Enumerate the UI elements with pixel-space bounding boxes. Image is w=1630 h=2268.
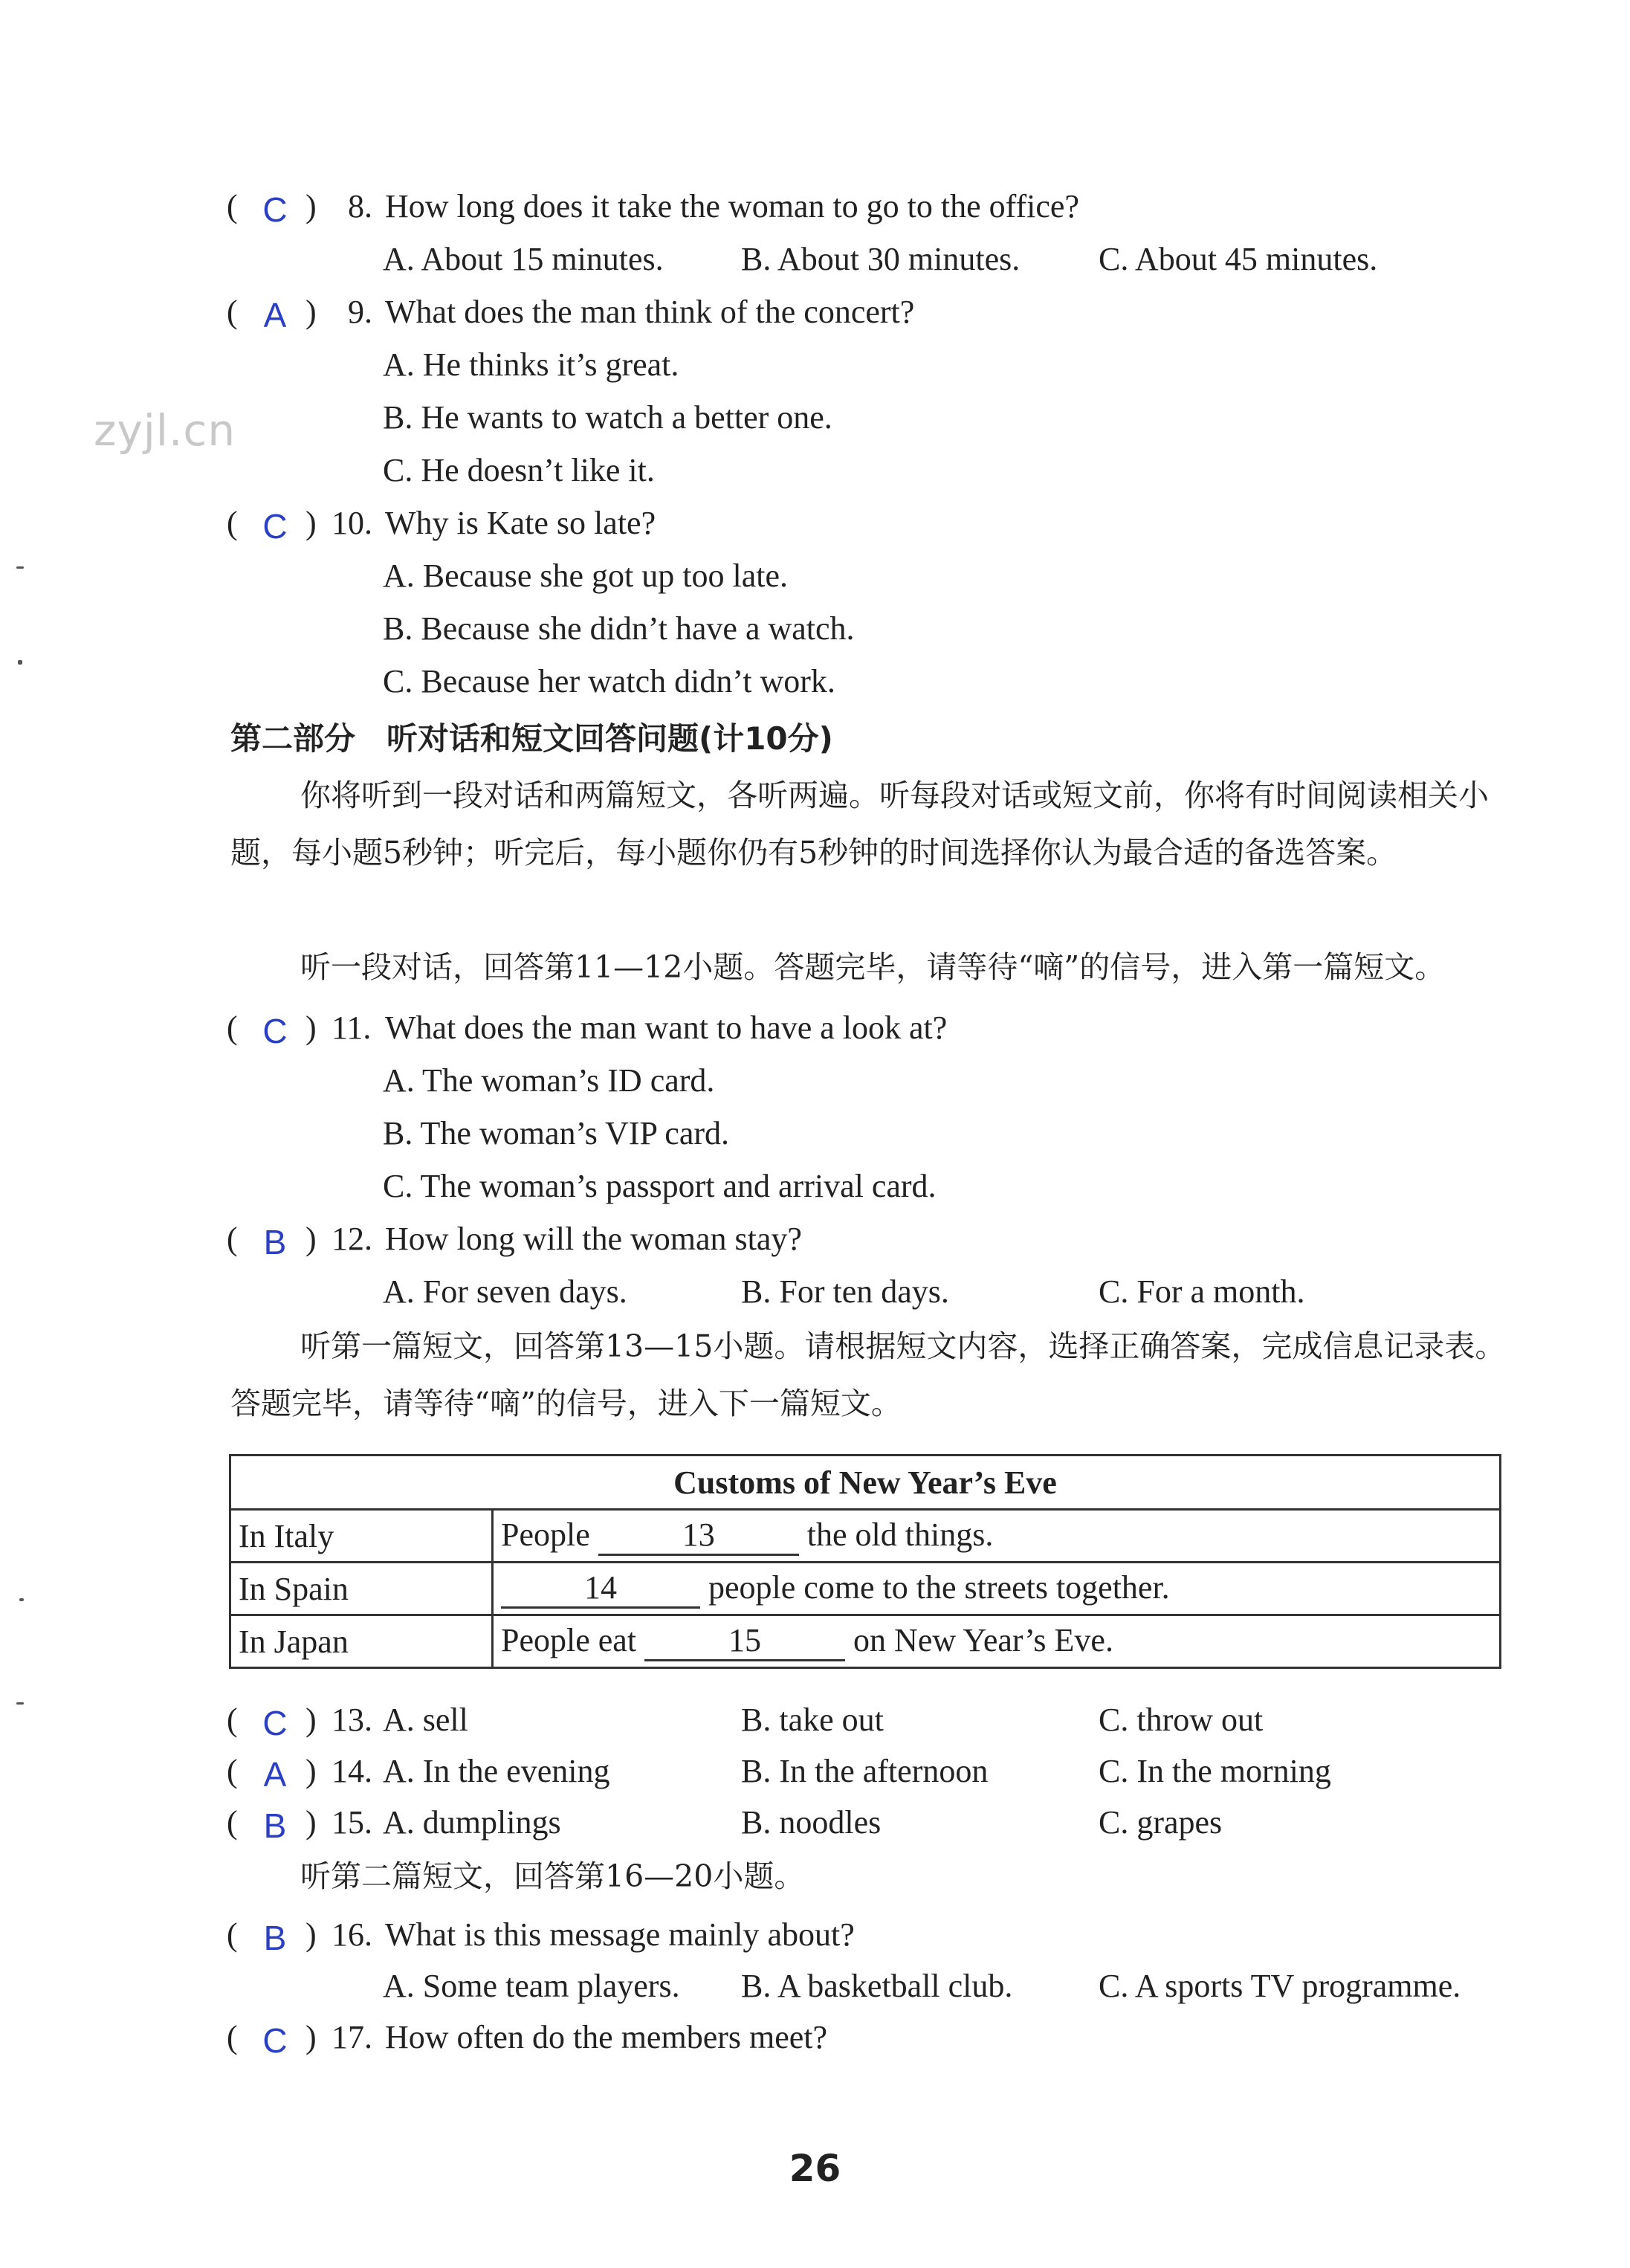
- option-a: A. He thinks it’s great.: [383, 346, 679, 383]
- table-content: [493, 1563, 1501, 1615]
- passage2-intro: 听第二篇短文，回答第16—20小题。: [300, 1858, 805, 1894]
- question-number: 15.: [332, 1804, 372, 1841]
- scan-speck: [16, 566, 24, 569]
- table-content: [493, 1615, 1501, 1668]
- answer-mark: C: [262, 1012, 288, 1050]
- option-c: C. The woman’s passport and arrival card.: [383, 1168, 937, 1204]
- dialogue-intro: 听一段对话，回答第11—12小题。答题完毕，请等待“嘀”的信号，进入第一篇短文。: [300, 949, 1446, 985]
- answer-mark: C: [262, 2021, 288, 2060]
- option-a: A. sell: [383, 1702, 468, 1738]
- table-row: [230, 1510, 1501, 1563]
- question-number: 14.: [332, 1753, 372, 1789]
- blank-15: 15: [644, 1622, 845, 1661]
- question-number: 13.: [332, 1702, 372, 1738]
- section-instructions: 你将听到一段对话和两篇短文，各听两遍。听每段对话或短文前，你将有时间阅读相关小题，每小题5秒钟；听完后，每小题你仍有5秒钟的时间选择你认为最合适的备选答案。: [230, 778, 1489, 870]
- scan-speck: [18, 660, 22, 665]
- option-c: C. About 45 minutes.: [1099, 241, 1378, 277]
- watermark: zyjl.cn: [94, 405, 236, 456]
- question-text: How long will the woman stay?: [385, 1221, 802, 1257]
- question-number: 12.: [332, 1221, 372, 1257]
- option-c: C. Because her watch didn’t work.: [383, 663, 835, 700]
- table-row: [230, 1563, 1501, 1615]
- option-a: A. About 15 minutes.: [383, 241, 664, 277]
- option-c: C. A sports TV programme.: [1099, 1968, 1461, 2004]
- passage1-intro: 听第一篇短文，回答第13—15小题。请根据短文内容，选择正确答案，完成信息记录表。答题完毕，请等待“嘀”的信号，进入下一篇短文。: [230, 1328, 1506, 1421]
- workbook-page: zyjl.cn ( C ) 8. How long does it take the woman to go to the office? A. About 15 minutes. B. About 30 minutes. C. About 45 minutes. ( A ) 9. What does the man think of the concert? A. He thinks it’s great. B. He wants to watch a better one. C. He doesn’t like it. ( C ) 10. Why is Kate so late? A. Because she got up too late. B. Because she didn’t have a watch. C. Because her watch didn’t work. 第二部分 听对话和短文回答问题(计10分) 你将听到一段对话和两篇短文，各听两遍。听每段对话或短文前，你将有时间阅读相关小题，每小题5秒钟；听完后，每小题你仍有5秒钟的时间选择你认为最合适的备选答案。 听一段对话，回答第11—12小题。答题完毕，请等待“嘀”的信号，进入第一篇短文。 ( C ) 11. What does the man want to have a look at? A. The woman’s ID card. B. The woman’s VIP card. C. The woman’s passport and arrival card. ( B ) 12. How long will the woman stay? A. For seven days. B. For ten days. C. For a month. 听第一篇短文，回答第13—15小题。请根据短文内容，选择正确答案，完成信息记录表。答题完毕，请等待“嘀”的信号，进入下一篇短文。 Customs of New Year’s Eve In Italy People 13 the old things. In Spain 14 people come to the streets together. In Japan People eat 15 on New Year’s Eve. ( C ) 13. A. sell B. take out C. throw out ( A ) 14. A. In the evening B. In the afternoon C. In the morning ( B ) 15. A. dumplings B. noodles C. grapes 听第二篇短文，回答第16—20小题。 ( B ) 16. What is this message mainly about? A. Some team players. B. A basketball club. C. A sports TV programme. ( C ) 17. How often do the members meet? 26: [0, 0, 1630, 2268]
- answer-mark: A: [263, 1755, 287, 1794]
- option-b: B. He wants to watch a better one.: [383, 399, 832, 436]
- table-text-after: the old things.: [806, 1516, 994, 1553]
- question-text: What does the man want to have a look at?: [385, 1009, 948, 1046]
- table-place: In Japan: [230, 1615, 493, 1668]
- option-a: A. In the evening: [383, 1753, 610, 1789]
- option-b: B. Because she didn’t have a watch.: [383, 610, 855, 647]
- answer-mark: A: [263, 296, 287, 335]
- table-text-before: People eat: [501, 1622, 637, 1658]
- question-number: 17.: [332, 2019, 372, 2055]
- question-text: What does the man think of the concert?: [385, 294, 915, 330]
- table-row: [230, 1615, 1501, 1668]
- answer-mark: B: [263, 1806, 287, 1845]
- blank-13: 13: [598, 1516, 799, 1556]
- option-a: A. For seven days.: [383, 1273, 627, 1310]
- option-b: B. The woman’s VIP card.: [383, 1115, 730, 1151]
- question-number: 9.: [348, 294, 372, 330]
- question-number: 8.: [348, 188, 372, 224]
- table-text-after: on New Year’s Eve.: [853, 1622, 1113, 1658]
- option-a: A. The woman’s ID card.: [383, 1062, 715, 1099]
- option-c: C. He doesn’t like it.: [383, 452, 655, 488]
- option-c: C. throw out: [1099, 1702, 1264, 1738]
- option-b: B. About 30 minutes.: [741, 241, 1021, 277]
- question-text: Why is Kate so late?: [385, 505, 656, 541]
- answer-mark: C: [262, 507, 288, 546]
- answer-mark: C: [262, 190, 288, 229]
- option-b: B. A basketball club.: [741, 1968, 1013, 2004]
- table-text-after: people come to the streets together.: [708, 1569, 1170, 1606]
- option-c: C. In the morning: [1099, 1753, 1331, 1789]
- question-text: How long does it take the woman to go to the office?: [385, 188, 1079, 224]
- scan-speck: [19, 1598, 24, 1601]
- table-content: [493, 1510, 1501, 1563]
- question-number: 16.: [332, 1916, 372, 1953]
- table-place: In Spain: [230, 1563, 493, 1615]
- option-a: A. dumplings: [383, 1804, 561, 1841]
- answer-mark: B: [263, 1223, 287, 1261]
- question-text: How often do the members meet?: [385, 2019, 828, 2055]
- table-title: Customs of New Year’s Eve: [230, 1456, 1501, 1510]
- section-heading: 第二部分 听对话和短文回答问题(计10分): [230, 720, 833, 757]
- option-b: B. In the afternoon: [741, 1753, 989, 1789]
- page-number: 26: [789, 2147, 841, 2190]
- table-place: In Italy: [230, 1510, 493, 1563]
- option-c: C. For a month.: [1099, 1273, 1305, 1310]
- answer-mark: B: [263, 1919, 287, 1957]
- customs-table: [229, 1454, 1501, 1669]
- question-number: 11.: [332, 1009, 372, 1046]
- option-b: B. take out: [741, 1702, 884, 1738]
- question-number: 10.: [332, 505, 372, 541]
- option-b: B. noodles: [741, 1804, 882, 1841]
- option-b: B. For ten days.: [741, 1273, 949, 1310]
- table-text-before: People: [501, 1516, 590, 1553]
- scan-speck: [16, 1702, 24, 1705]
- option-c: C. grapes: [1099, 1804, 1223, 1841]
- answer-mark: C: [262, 1704, 288, 1742]
- option-a: A. Some team players.: [383, 1968, 680, 2004]
- question-text: What is this message mainly about?: [385, 1916, 855, 1953]
- option-a: A. Because she got up too late.: [383, 558, 788, 594]
- blank-14: 14: [501, 1569, 700, 1609]
